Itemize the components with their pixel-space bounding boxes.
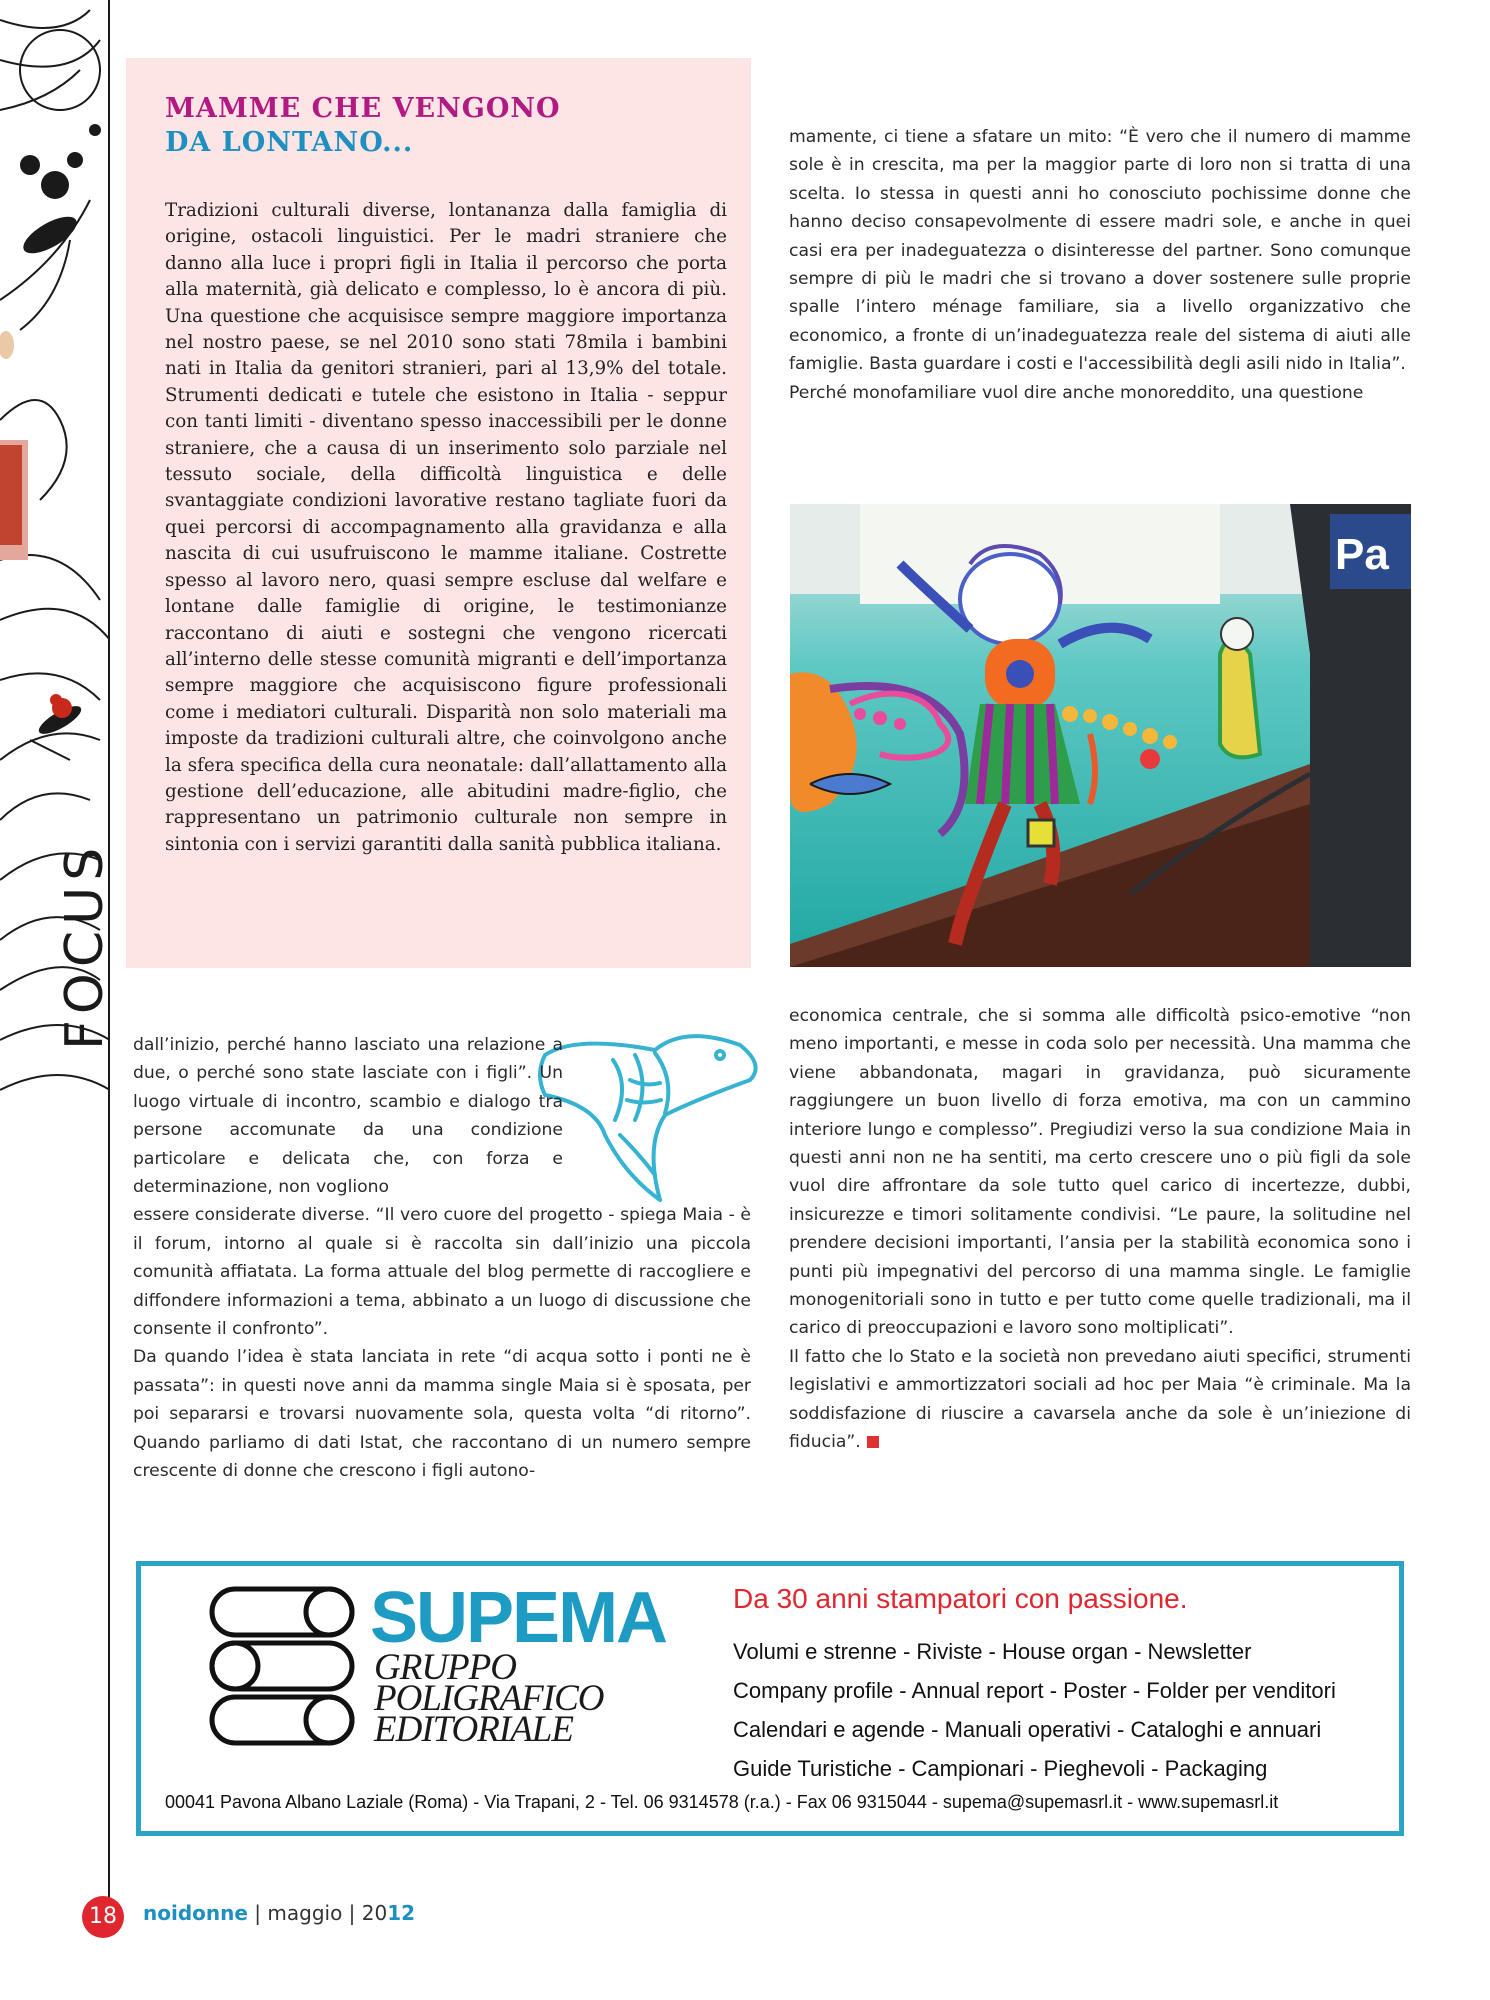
article-paragraph: essere considerate diverse. “Il vero cuore del progetto - spiega Maia - è il forum, intorno al quale si è raccolta sin dall’inizio una piccola comunità affiatata. La forma attuale del blog permette di raccogliere e diffondere informazioni a tema, abbinato a un luogo di discussione che consente il confronto”. — [133, 1205, 751, 1340]
page-footer — [143, 1901, 415, 1925]
end-of-article-mark — [867, 1436, 879, 1448]
mural-photo — [790, 504, 1411, 967]
ad-contact-address: 00041 Pavona Albano Laziale (Roma) - Via Trapani, 2 - Tel. 06 9314578 (r.a.) - Fax 06 9315044 - supema@supemasrl.it - www.supemasrl.it — [165, 1792, 1279, 1812]
article-paragraph — [789, 1343, 1411, 1457]
magazine-name: noidonne — [143, 1901, 248, 1925]
issue-year — [362, 1901, 415, 1925]
mural-photo-illustration — [790, 504, 1411, 967]
section-label: FOCUS — [55, 841, 115, 1050]
ad-services-list — [733, 1632, 1336, 1788]
article-paragraph: mamente, ci tiene a sfatare un mito: “È vero che il numero di mamme sole è in crescita, ma per la maggior parte di loro non si tratta di una scelta. Io stessa in questi anni ho conosciuto pochissime donne che hanno deciso consapevolmente di essere madri sole, e anche in quei casi era per inadeguatezza o disinteresse del partner. Sono comunque sempre di più le madri che si trovano a dover sostenere sulle proprie spalle l’intero ménage familiare, sia a livello organizzativo che economico, a fronte di un’inadeguatezza reale del sistema di aiuti alle famiglie. Basta guardare i costi e l'accessibilità degli asili nido in Italia”. — [789, 127, 1411, 375]
article-column-right-top — [789, 123, 1411, 407]
ad-brand-name: SUPEMA — [370, 1578, 667, 1658]
article-paragraph: dall’inizio, perché hanno lasciato una relazione a due, o perché sono state lasciate con i figli”. Un luogo virtuale di incontro, scambio e dialogo tra persone accomunate da una condizione particolare e delicata che, con forza e determinazione, non vogliono — [133, 1035, 563, 1198]
ad-service-line: Volumi e strenne - Riviste - House organ - Newsletter — [733, 1639, 1252, 1664]
article-paragraph: Perché monofamiliare vuol dire anche monoreddito, una questione — [789, 382, 1364, 403]
ad-service-line: Calendari e agende - Manuali operativi - Cataloghi e annuari — [733, 1717, 1322, 1742]
footer-separator: | — [247, 1901, 268, 1925]
sidebar-body: Tradizioni culturali diverse, lontananza dalla famiglia di origine, ostacoli linguistici. Per le madri straniere che danno alla luce i propri figli in Italia il percorso che porta alla maternità, già delicato e complesso, lo è ancora di più. Una questione che acquisisce sempre maggiore importanza nel nostro paese, se nel 2010 sono stati 78mila i bambini nati in Italia da genitori stranieri, pari al 13,9% del totale. Strumenti dedicati e tutele che esistono in Italia - seppur con tanti limiti - diventano spesso inaccessibili per le donne straniere, che a causa di un inserimento solo parziale nel tessuto sociale, della difficoltà linguistica e delle svantaggiate condizioni lavorative restano tagliate fuori da quei percorsi di accompagnamento alla gravidanza e alla nascita di cui usufruiscono le mamme italiane. Costrette spesso al lavoro nero, quasi sempre escluse dal welfare e lontane dalle famiglie di origine, le testimonianze raccontano di aiuti e sostegni che vengono ricercati all’interno delle stesse comunità migranti e dell’importanza sempre maggiore che acquisiscono figure professionali come i mediatori culturali. Disparità non solo materiali ma imposte da tradizioni culturali altre, che coinvolgono anche la sfera specifica della cura neonatale: dall’allattamento alla gestione dell’educazione, alle abitudini madre-figlio, che rappresentano un patrimonio culturale non sempre in sintonia con i servizi garantiti dalla sanità pubblica italiana. — [165, 200, 727, 855]
issue-year-part: 20 — [361, 1901, 388, 1925]
issue-year-part: 12 — [387, 1901, 416, 1925]
article-closing-text: Il fatto che lo Stato e la società non prevedano aiuti specifici, strumenti legislativi e ammortizzatori sociali ad hoc per Maia “è criminale. Ma la soddisfazione di riuscire a cavarsela anche da sole è un’iniezione di fiducia”. — [789, 1346, 1411, 1453]
ad-service-line: Company profile - Annual report - Poster - Folder per venditori — [733, 1678, 1336, 1703]
article-paragraph: Da quando l’idea è stata lanciata in rete “di acqua sotto i ponti ne è passata”: in questi nove anni da mamma single Maia si è sposata, per poi separarsi e trovarsi nuovamente sola, questa volta “di ritorno”. Quando parliamo di dati Istat, che raccontano di un numero sempre crescente di donne che crescono i figli autono- — [133, 1347, 751, 1482]
page-number: 18 — [82, 1896, 124, 1938]
ad-subtitle-line: EDITORIALE — [374, 1709, 573, 1750]
ad-brand-subtitle — [374, 1647, 604, 1750]
issue-month: maggio — [267, 1901, 343, 1925]
supema-logo-icon — [208, 1583, 363, 1753]
article-paragraph: economica centrale, che si somma alle difficoltà psico-emotive “non meno importanti, e messe in coda solo per necessità. Una mamma che viene abbandonata, magari in gravidanza, può sicuramente raggiungere un buon livello di forza emotiva, ma con un cammino interiore lungo e complesso”. Pregiudizi verso la sua condizione Maia in questi anni non ne ha sentiti, ma certo crescere uno o più figli da sole vuol dire affrontare da sole tutto quel carico di incertezze, dubbi, insicurezze e timori solitamente condivisi. “Le paure, la solitudine nel prendere decisioni importanti, l’ansia per la stabilità economica sono i punti più impegnativi del percorso di una mamma single. Le famiglie monogenitoriali sono in tutto e per tutto come quelle tradizionali, ma il carico di preoccupazioni e lavoro sono moltiplicati”. — [789, 1006, 1411, 1339]
ad-subtitle-line: GRUPPO — [374, 1647, 516, 1688]
article-column-left-bottom — [133, 1031, 751, 1486]
ad-service-line: Guide Turistiche - Campionari - Pieghevoli - Packaging — [733, 1756, 1268, 1781]
footer-separator: | — [342, 1901, 362, 1925]
ad-tagline: Da 30 anni stampatori con passione. — [733, 1583, 1188, 1614]
sidebar-title-line2: DA LONTANO... — [165, 127, 414, 158]
photo-sign-text: Pa — [1335, 530, 1389, 579]
ad-subtitle-line: POLIGRAFICO — [374, 1678, 604, 1719]
article-column-right-bottom — [789, 1002, 1411, 1457]
sidebar-title — [165, 92, 725, 160]
sidebar-title-line1: MAMME CHE VENGONO — [165, 93, 561, 124]
